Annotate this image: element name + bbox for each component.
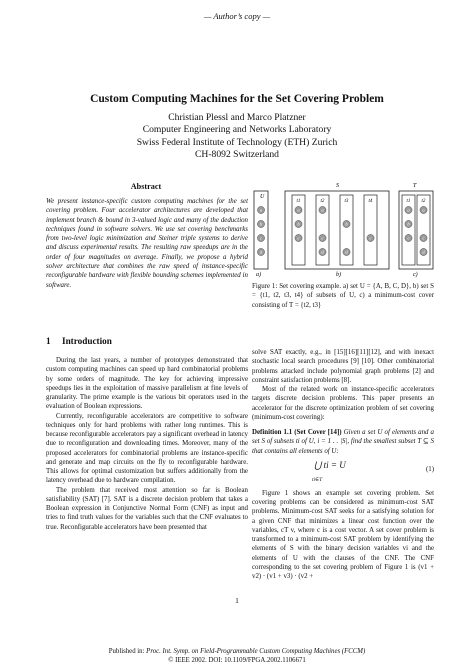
intro-paragraph-3: The problem that received most attention so far is Boolean satisfiability (SAT) [7]. SAT is a discrete decision problem that takes a Boolean expression in Conjunctive Normal Form (CNF) as input and tries to find truth values for the variables such that the CNF evaluates to true. Reconfigurable accelerators have been presented that xyxy=(46,486,248,531)
abstract-heading: Abstract xyxy=(130,182,162,191)
footer-prefix: Published in: xyxy=(108,648,147,655)
set-s-box xyxy=(285,191,389,269)
s-set-4-element-c-letter: c xyxy=(369,235,372,241)
s-set-1-element-b-letter: b xyxy=(297,221,300,227)
abstract-text: We present instance-specific custom computing machines for the set covering problem. Four accelerator architectures are developed that implement branch & bound in 3-valued logic and many of the deduction techniques found in software solvers. We use set covering benchmarks from two-level logic minimization and Steiner triple systems to derive and discuss experimental results. The resulting raw speedups are in the order of four magnitudes on average. Finally, we propose a hybrid solver architecture that combines the raw speed of instance-specific reconfigurable hardware with flexible bounding schemes implemented in software. xyxy=(46,198,248,289)
label-u: U xyxy=(260,194,265,200)
section-title: Introduction xyxy=(62,336,112,346)
t-set-2-label: t2 xyxy=(421,199,426,204)
right-column-body xyxy=(252,348,434,581)
s-set-1-box xyxy=(292,195,305,265)
author-city: CH-8092 Switzerland xyxy=(195,149,279,161)
t-set-1-label: t1 xyxy=(406,199,411,204)
t-sets xyxy=(402,195,430,265)
intro-paragraph-2: Currently, reconfigurable accelerators are competitive to software techniques only for hard problems with rather long runtimes. This is because reconfigurable accelerators pay a significant overhead in latency due to reconfiguration and downloading times. Moreover, many of the proposed accelerators for combinatorial problems are instance-specific and generate and map circuits on the fly to reconfigurable hardware. This allows for optimal customization but suffers additionally from the latency overhead due to hardware compilation. xyxy=(46,412,248,485)
u-element-c-letter: c xyxy=(260,235,262,241)
author-block xyxy=(0,112,474,162)
publication-footer xyxy=(0,647,474,665)
s-set-4-label: t4 xyxy=(368,199,373,204)
panel-c-label: c) xyxy=(413,272,418,278)
s-set-3-element-d-letter: d xyxy=(345,249,348,255)
t-set-1-box xyxy=(402,195,415,265)
footer-line-2: © IEEE 2002. DOI: 10.1109/FPGA.2002.1106671 xyxy=(168,657,306,664)
s-set-1-label: t1 xyxy=(296,199,301,204)
equation-number: (1) xyxy=(425,465,434,473)
s-set-4-box xyxy=(364,195,377,265)
s-set-2-label: t2 xyxy=(320,199,325,204)
equation-1 xyxy=(252,459,434,485)
panel-b-label: b) xyxy=(336,272,341,278)
definition-text: Given a set U of elements and a set S of subsets ti of U, i = 1 . . |S|, find the smallest subset T ⊆ S that contains all elements of U: xyxy=(252,429,434,455)
right-paragraph-1: solve SAT exactly, e.g., in [15][16][11][12], and with inexact stochastic local search procedures [9] [10]. Other combinatorial problems attacked include polynomial graph problems [2] and constraint satisfaction problems [8]. xyxy=(252,349,434,384)
paper-title: Custom Computing Machines for the Set Covering Problem xyxy=(90,93,384,105)
left-column-body xyxy=(46,356,248,532)
u-element-b-letter: b xyxy=(259,221,263,227)
s-sets xyxy=(292,195,377,265)
t-set-2-element-a-letter: a xyxy=(422,207,425,213)
section-heading xyxy=(46,336,112,346)
author-names: Christian Plessl and Marco Platzner xyxy=(168,112,306,123)
s-set-2-element-c-letter: c xyxy=(321,235,324,241)
footer-venue: Proc. Int. Symp. on Field-Programmable Custom Computing Machines (FCCM) xyxy=(146,648,366,655)
set-cover-figure xyxy=(252,180,442,280)
s-set-2-element-d-letter: d xyxy=(321,249,324,255)
u-element-a-letter: a xyxy=(259,207,263,213)
footer-line-1 xyxy=(0,647,474,656)
set-u-box xyxy=(254,191,268,269)
t-set-2-element-d-letter: d xyxy=(422,249,425,255)
s-set-3-label: t3 xyxy=(344,199,349,204)
t-set-1-element-c-letter: c xyxy=(407,235,410,241)
t-set-1-element-b-letter: b xyxy=(407,221,410,227)
t-set-1-element-a-letter: a xyxy=(407,207,410,213)
equation-expression: ⋃ ti = U xyxy=(314,459,346,470)
panel-a-label: a) xyxy=(256,272,261,278)
s-set-1-element-a-letter: a xyxy=(297,207,300,213)
right-paragraph-2: Most of the related work on instance-specific accelerators targets discrete decision problems. This paper presents an accelerator for the discrete optimization problem of set covering (minimum-cost covering): xyxy=(252,386,434,421)
definition-label: Definition 1.1 (Set Cover [14]) xyxy=(252,429,342,436)
equation-subscript: ti∈T xyxy=(312,476,323,483)
intro-paragraph-1: During the last years, a number of prototypes demonstrated that custom computing machines can speed up hard combinatorial problems by some orders of magnitude. The key for achieving impressive speedups lies in the exploitation of massive parallelism at fine levels of granularity. The prime example is the various bit operators used in the evaluation of Boolean expressions. xyxy=(46,357,248,411)
right-paragraph-3: Figure 1 shows an example set covering problem. Set covering problems can be considered as minimum-cost SAT problems. Minimum-cost SAT seeks for a satisfying solution for a given CNF that minimizes a linear cost function over the variables, cT v, where c is a cost vector. A set cover problem is transformed to a minimum-cost SAT problem by identifying the elements of S with the binary decision variables vi and the elements of U with the clauses of the CNF. The CNF corresponding to the set covering problem of Figure 1 is (v1 + v2) · (v1 + v3) · (v2 + xyxy=(252,489,434,580)
figure-caption: Figure 1: Set covering example. a) set U = {A, B, C, D}, b) set S = {t1, t2, t3, t4} of subsets of U, c) a minimum-cost cover consisting of T = {t2, t3} xyxy=(252,283,434,309)
author-lab: Computer Engineering and Networks Laboratory xyxy=(142,124,332,136)
section-number: 1 xyxy=(46,336,51,346)
definition xyxy=(252,428,434,456)
page-number: 1 xyxy=(235,596,239,605)
s-set-3-element-b-letter: b xyxy=(345,221,348,227)
t-set-2-element-c-letter: c xyxy=(422,235,425,241)
s-set-2-element-a-letter: a xyxy=(321,207,324,213)
authors-copy-note: — Author’s copy — xyxy=(203,11,271,21)
label-s: S xyxy=(336,183,339,189)
u-element-d-letter: d xyxy=(259,249,263,255)
label-t: T xyxy=(413,183,417,189)
s-set-1-element-c-letter: c xyxy=(297,235,300,241)
u-elements xyxy=(257,206,264,255)
set-t-box xyxy=(399,191,433,269)
author-institute: Swiss Federal Institute of Technology (ETH) Zurich xyxy=(136,136,338,148)
